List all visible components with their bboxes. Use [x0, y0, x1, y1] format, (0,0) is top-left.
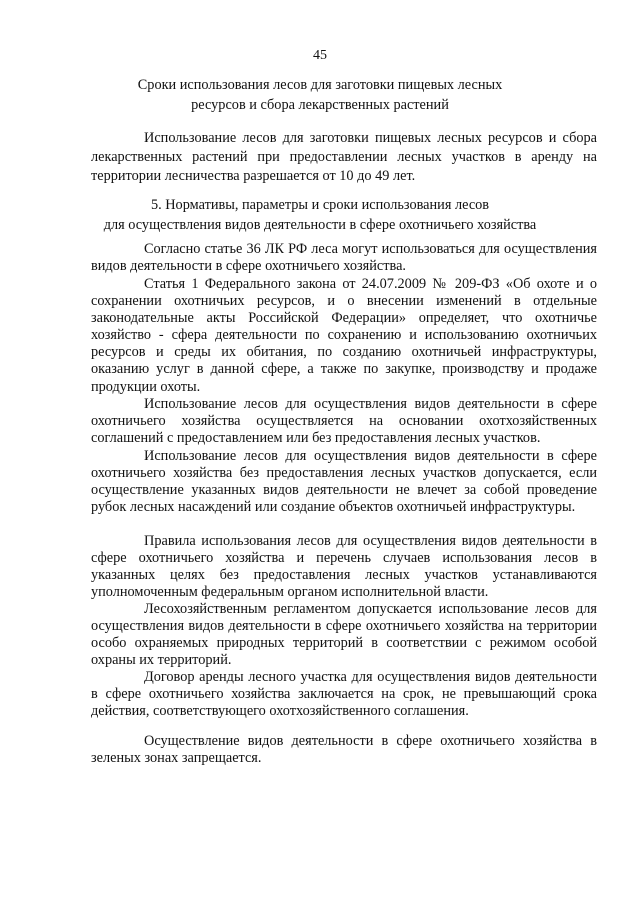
page-number: 45	[313, 48, 327, 63]
paragraph: Статья 1 Федерального закона от 24.07.2009 № 209-ФЗ «Об охоте и о сохранении охотничьих ресурсов, и о внесении изменений в отдельные законодательные акты Российской Федерации» определяет, что охотничье хозяйство - сфера деятельности по сохранению и использованию охотничьих ресурсов и среды их обитания, по созданию охотничьей инфраструктуры, оказанию услуг в данной сфере, а также по закупке, производству и продаже продукции охоты.	[91, 276, 597, 395]
paragraph: Договор аренды лесного участка для осуществления видов деятельности в сфере охотничьего хозяйства заключается на срок, не превышающий срока действия, соответствующего охотхозяйственного соглашения.	[91, 669, 597, 720]
section-heading-line: для осуществления видов деятельности в сфере охотничьего хозяйства	[103, 216, 537, 233]
section-heading-hunting	[44, 196, 596, 235]
section-heading-line: ресурсов и сбора лекарственных растений	[191, 96, 449, 113]
paragraph: Правила использования лесов для осуществления видов деятельности в сфере охотничьего хозяйства и перечень случаев использования лесов в указанных целях без предоставления лесных участков устанавливаются уполномоченным федеральным органом исполнительной власти.	[91, 533, 597, 601]
section-heading-forest-use-periods	[60, 76, 580, 115]
paragraph: Использование лесов для осуществления видов деятельности в сфере охотничьего хозяйства осуществляется на основании охотхозяйственных соглашений с предоставлением или без предоставления лесных участков.	[91, 396, 597, 447]
paragraph: Использование лесов для осуществления видов деятельности в сфере охотничьего хозяйства без предоставления лесных участков допускается, если осуществление указанных видов деятельности не влечет за собой проведение рубок лесных насаждений или создание объектов охотничьей инфраструктуры.	[91, 448, 597, 516]
paragraph: Согласно статье 36 ЛК РФ леса могут использоваться для осуществления видов деятельности в сфере охотничьего хозяйства.	[91, 241, 597, 275]
section-heading-line: 5. Нормативы, параметры и сроки использования лесов	[150, 197, 490, 213]
paragraph: Осуществление видов деятельности в сфере охотничьего хозяйства в зеленых зонах запрещается.	[91, 733, 597, 767]
paragraph: Лесохозяйственным регламентом допускается использование лесов для осуществления видов деятельности в сфере охотничьего хозяйства на территории особо охраняемых природных территорий в соответствии с режимом особой охраны их территорий.	[91, 601, 597, 669]
paragraph-forest-use-periods: Использование лесов для заготовки пищевых лесных ресурсов и сбора лекарственных растений при предоставлении лесных участков в аренду на территории лесничества разрешается от 10 до 49 лет.	[91, 130, 597, 184]
section-heading-line: Сроки использования лесов для заготовки пищевых лесных	[137, 77, 503, 93]
